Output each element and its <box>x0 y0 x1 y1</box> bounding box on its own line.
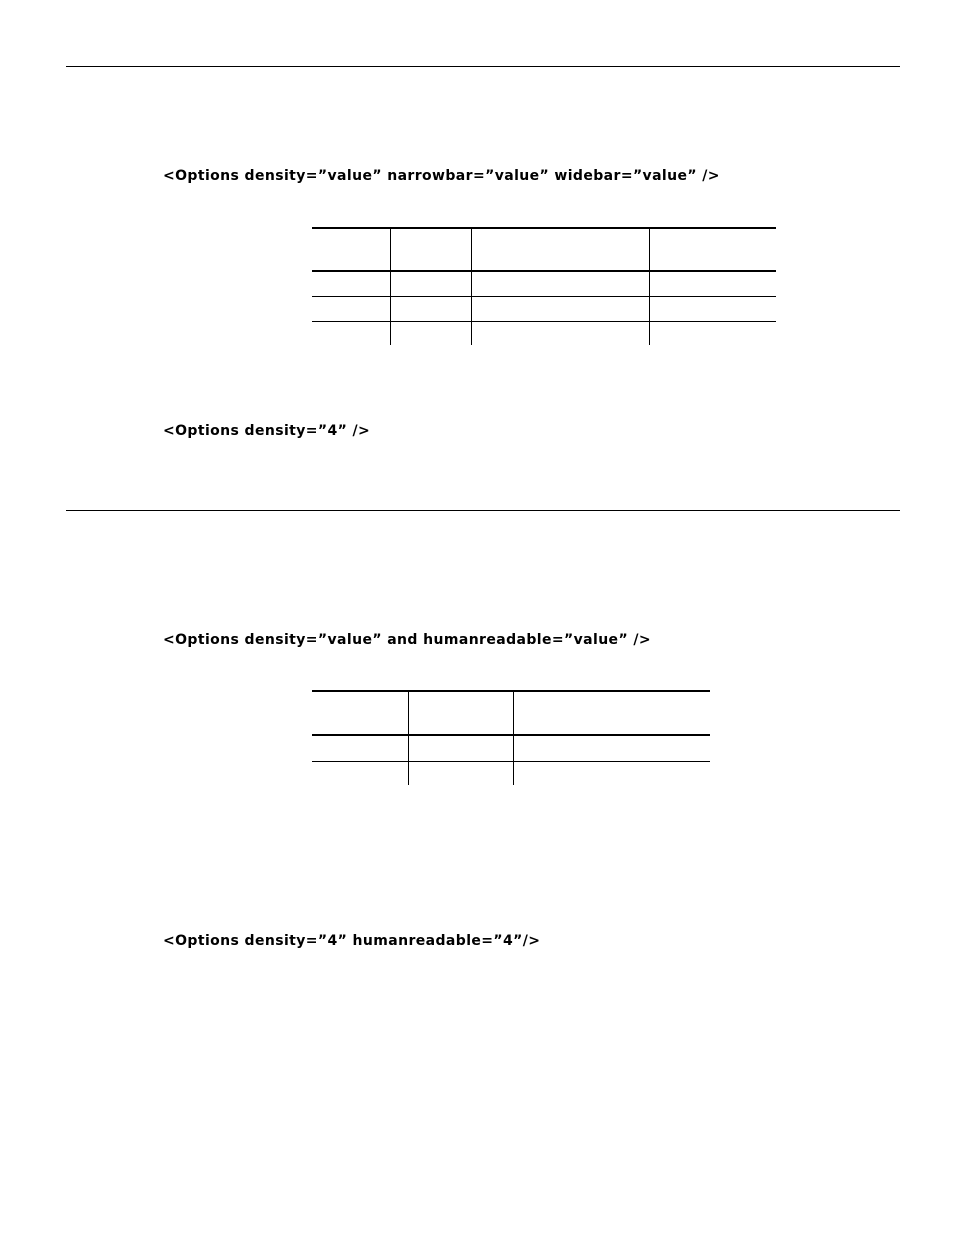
table-cell <box>312 321 390 345</box>
table-cell <box>312 296 390 321</box>
table-header-row <box>312 228 776 271</box>
section-divider <box>66 510 900 511</box>
table-row <box>312 761 710 785</box>
table-cell <box>649 271 776 296</box>
table-cell <box>649 321 776 345</box>
table-header-cell <box>312 228 390 271</box>
table-cell <box>471 271 649 296</box>
table-row <box>312 296 776 321</box>
table-cell <box>408 735 513 761</box>
table-header-cell <box>471 228 649 271</box>
table-cell <box>408 761 513 785</box>
table-cell <box>390 321 471 345</box>
section2-syntax: <Options density=”value” and humanreadable=”value” /> <box>163 632 651 648</box>
table-header-cell <box>312 691 408 735</box>
table-row <box>312 321 776 345</box>
table-cell <box>513 735 710 761</box>
table-header-row <box>312 691 710 735</box>
table-cell <box>312 761 408 785</box>
table-cell <box>312 271 390 296</box>
table-cell <box>312 735 408 761</box>
section1-example: <Options density=”4” /> <box>163 423 371 439</box>
section1-syntax: <Options density=”value” narrowbar=”value” widebar=”value” /> <box>163 168 720 184</box>
table-cell <box>649 296 776 321</box>
table-row <box>312 271 776 296</box>
table-cell <box>513 761 710 785</box>
table-header-cell <box>513 691 710 735</box>
table-header-cell <box>649 228 776 271</box>
table-cell <box>471 296 649 321</box>
top-divider <box>66 66 900 67</box>
table-row <box>312 735 710 761</box>
table-header-cell <box>408 691 513 735</box>
table-cell <box>390 271 471 296</box>
table-cell <box>471 321 649 345</box>
section2-parameter-table <box>312 690 710 785</box>
table-cell <box>390 296 471 321</box>
table-header-cell <box>390 228 471 271</box>
section1-parameter-table <box>312 227 776 345</box>
section2-example: <Options density=”4” humanreadable=”4”/> <box>163 933 541 949</box>
